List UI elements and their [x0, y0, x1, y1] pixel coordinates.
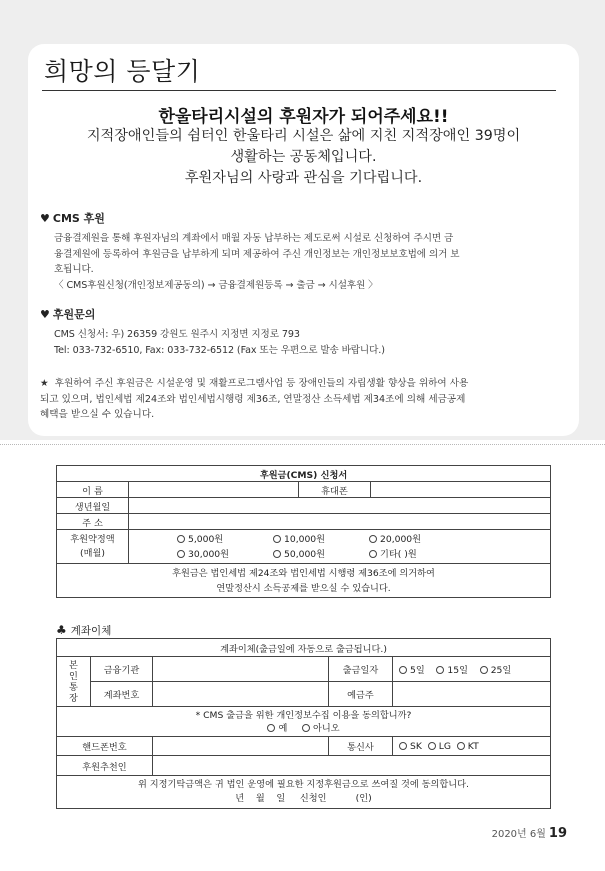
- radio-icon: [177, 550, 185, 558]
- consent-yes-option[interactable]: 예: [267, 723, 287, 734]
- carrier-option[interactable]: KT: [457, 741, 479, 752]
- star-icon: ★: [40, 378, 49, 389]
- transfer-section-label: ♣ 계좌이체: [56, 623, 112, 637]
- bank-field[interactable]: [153, 657, 329, 682]
- note-line: 후원하여 주신 후원금은 시설운영 및 재활프로그램사업 등 장애인들의 자립생활 향상을 위하여 사용: [54, 378, 469, 389]
- inquiry-line: Tel: 033-732-6510, Fax: 033-732-6512 (Fax 또는 우편으로 발송 바랍니다.): [54, 344, 385, 356]
- radio-icon: [399, 742, 407, 750]
- account-number-field[interactable]: [153, 682, 329, 707]
- withdraw-date-label: 출금일자: [329, 657, 393, 682]
- radio-icon: [436, 666, 444, 674]
- title-divider: [42, 90, 556, 91]
- name-label: 이 름: [57, 482, 129, 498]
- radio-icon: [369, 535, 377, 543]
- page-title: 희망의 등달기: [44, 57, 201, 86]
- phone-label: 휴대폰: [299, 482, 371, 498]
- amount-option[interactable]: 기타( )원: [369, 547, 465, 562]
- inquiry-body: [40, 327, 570, 358]
- signature-line[interactable]: 년 월 일 신청인 (인): [235, 793, 372, 804]
- cms-heading: ♥ CMS 후원: [40, 212, 105, 225]
- radio-icon: [457, 742, 465, 750]
- amount-option[interactable]: 50,000원: [273, 547, 369, 562]
- headline: 한울타리시설의 후원자가 되어주세요!!: [158, 107, 449, 127]
- privacy-consent: * CMS 출금을 위한 개인정보수집 이용을 동의합니까? 예 아니오: [57, 707, 551, 737]
- club-icon: ♣: [56, 623, 67, 637]
- address-label: 주 소: [57, 514, 129, 530]
- name-field[interactable]: [129, 482, 299, 498]
- birth-label: 생년월일: [57, 498, 129, 514]
- account-transfer-form: [56, 638, 551, 809]
- referrer-label: 후원추천인: [57, 756, 153, 776]
- form-title: 후원금(CMS) 신청서: [57, 466, 551, 482]
- carrier-options: [393, 737, 551, 756]
- radio-icon: [302, 724, 310, 732]
- carrier-label: 통신사: [329, 737, 393, 756]
- radio-icon: [369, 550, 377, 558]
- amount-option[interactable]: 10,000원: [273, 532, 369, 547]
- cms-line: 융결제원에 등록하여 후원금을 납부하게 되며 제공하여 주신 개인정보는 개인정보보호법에 의거 보: [54, 248, 460, 260]
- withdraw-option[interactable]: 15일: [436, 665, 468, 676]
- transfer-title: 계좌이체(출금일에 자동으로 출금됩니다.): [57, 639, 551, 657]
- account-holder-field[interactable]: [393, 682, 551, 707]
- phone-field[interactable]: [371, 482, 551, 498]
- inquiry-section: [40, 306, 570, 358]
- intro-card: [28, 44, 579, 436]
- tax-info: 후원금은 법인세법 제24조와 법인세법 시행령 제36조에 의거하여 연말정산시 소득공제를 받으실 수 있습니다.: [57, 564, 551, 598]
- account-number-label: 계좌번호: [91, 682, 153, 707]
- radio-icon: [177, 535, 185, 543]
- amount-option[interactable]: 20,000원: [369, 532, 465, 547]
- mobile-field[interactable]: [153, 737, 329, 756]
- cms-line: 금융결제원을 통해 후원자님의 계좌에서 매월 자동 납부하는 제도로써 시설로 신청하여 주시면 금: [54, 233, 454, 244]
- radio-icon: [273, 535, 281, 543]
- cms-line: 호됩니다.: [54, 264, 94, 275]
- page-footer: [492, 825, 567, 841]
- intro-line: 후원자님의 사랑과 관심을 기다립니다.: [184, 170, 423, 186]
- intro-line: 지적장애인들의 쉼터인 한울타리 시설은 삶에 지친 지적장애인 39명이: [86, 128, 521, 144]
- consent-no-option[interactable]: 아니오: [302, 723, 340, 734]
- radio-icon: [267, 724, 275, 732]
- note-line: 되고 있으며, 법인세법 제24조와 법인세법시행령 제36조, 연말정산 소득세법 제34조에 의해 세금공제: [40, 393, 466, 405]
- carrier-option[interactable]: SK: [399, 741, 422, 752]
- mobile-label: 핸드폰번호: [57, 737, 153, 756]
- birth-field[interactable]: [129, 498, 551, 514]
- withdraw-option[interactable]: 5일: [399, 665, 425, 676]
- agreement-signature: 위 지정기탁금액은 귀 법인 운영에 필요한 지정후원금으로 쓰여질 것에 동의합니다. 년 월 일 신청인 (인): [57, 776, 551, 809]
- issue-date: 2020년 6월: [491, 829, 546, 840]
- withdraw-date-options: [393, 657, 551, 682]
- address-field[interactable]: [129, 514, 551, 530]
- amount-label: 후원약정액 (매월): [57, 530, 129, 564]
- section-divider: [0, 444, 605, 445]
- intro-line: 생활하는 공동체입니다.: [230, 149, 377, 165]
- radio-icon: [428, 742, 436, 750]
- withdraw-option[interactable]: 25일: [480, 665, 512, 676]
- cms-line: 〈 CMS후원신청(개인정보제공동의) → 금융결제원등록 → 출금 → 시설후원 〉: [54, 279, 378, 291]
- amount-options: [129, 530, 551, 564]
- cms-section: [40, 210, 570, 293]
- radio-icon: [273, 550, 281, 558]
- inquiry-line: CMS 신청서: 우) 26359 강원도 원주시 지정면 지정로 793: [54, 329, 300, 340]
- inquiry-heading: ♥ 후원문의: [40, 308, 96, 321]
- page-number: 19: [548, 826, 567, 841]
- account-holder-label: 예금주: [329, 682, 393, 707]
- heart-icon: ♥: [40, 308, 50, 321]
- amount-option[interactable]: 30,000원: [177, 547, 273, 562]
- cms-body: [40, 231, 570, 293]
- referrer-field[interactable]: [153, 756, 551, 776]
- radio-icon: [399, 666, 407, 674]
- radio-icon: [480, 666, 488, 674]
- note-line: 혜택을 받으실 수 있습니다.: [40, 409, 155, 420]
- bank-label: 금융기관: [91, 657, 153, 682]
- tax-note: [40, 376, 570, 423]
- intro-text: [28, 126, 579, 189]
- carrier-option[interactable]: LG: [428, 741, 451, 752]
- heart-icon: ♥: [40, 212, 50, 225]
- cms-application-form: [56, 465, 551, 598]
- amount-option[interactable]: 5,000원: [177, 532, 273, 547]
- own-account-label: 본 인 통 장: [57, 657, 91, 707]
